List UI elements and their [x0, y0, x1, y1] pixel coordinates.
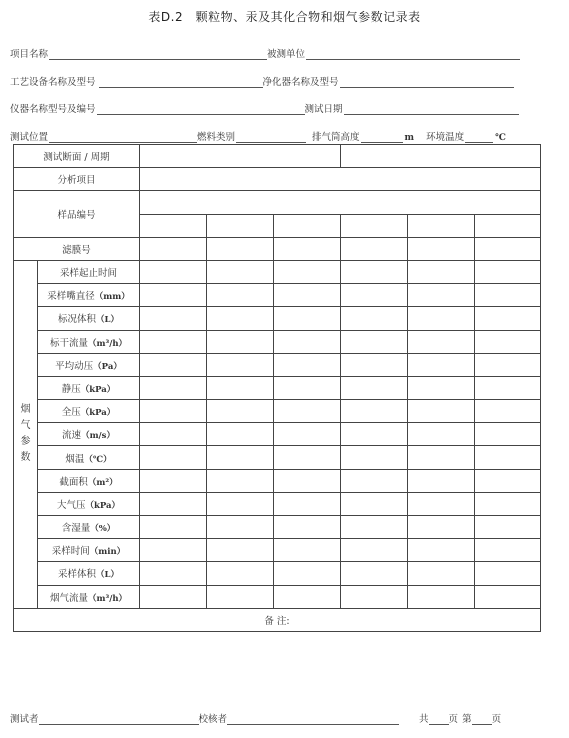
- param-value-cell[interactable]: [475, 284, 541, 307]
- param-value-cell[interactable]: [140, 376, 207, 399]
- project-name-input[interactable]: [49, 48, 267, 60]
- param-name: 流速: [62, 430, 82, 442]
- param-value-cell[interactable]: [408, 400, 475, 423]
- param-value-cell[interactable]: [475, 400, 541, 423]
- param-unit: （L）: [96, 570, 119, 581]
- param-value-cell[interactable]: [475, 446, 541, 469]
- param-name: 标况体积: [58, 314, 97, 326]
- param-value-cell[interactable]: [341, 585, 408, 608]
- form-title: 表D.2 颗粒物、汞及其化合物和烟气参数记录表: [148, 10, 421, 24]
- param-value-cell[interactable]: [475, 260, 541, 283]
- param-value-cell[interactable]: [140, 423, 207, 446]
- stack-height-label: 排气筒高度: [312, 132, 360, 143]
- remarks-row: [14, 608, 541, 631]
- param-value-cell[interactable]: [408, 562, 475, 585]
- param-label: [38, 260, 140, 283]
- param-row: [14, 562, 541, 585]
- section-period-row: [14, 145, 541, 168]
- sample-cell[interactable]: [207, 214, 274, 237]
- param-value-cell[interactable]: [274, 516, 341, 539]
- filter-cell[interactable]: [341, 237, 408, 260]
- param-unit: （m³/h）: [88, 338, 128, 349]
- param-value-cell[interactable]: [140, 469, 207, 492]
- param-name: 全压: [61, 407, 81, 419]
- param-value-cell[interactable]: [341, 469, 408, 492]
- param-row: [14, 353, 541, 376]
- sample-cell[interactable]: [140, 214, 207, 237]
- param-value-cell[interactable]: [140, 307, 207, 330]
- param-row: [14, 423, 541, 446]
- param-value-cell[interactable]: [408, 376, 475, 399]
- param-value-cell[interactable]: [207, 423, 274, 446]
- param-value-cell[interactable]: [341, 492, 408, 515]
- test-location-input[interactable]: [49, 131, 197, 143]
- analysis-item-label: 分析项目: [14, 168, 140, 191]
- param-value-cell[interactable]: [408, 260, 475, 283]
- stack-height-unit: m: [404, 133, 415, 143]
- signature-line: [10, 711, 501, 725]
- param-value-cell[interactable]: [408, 492, 475, 515]
- param-name: 标干流量: [49, 337, 88, 349]
- param-value-cell[interactable]: [408, 585, 475, 608]
- param-value-cell[interactable]: [475, 307, 541, 330]
- param-value-cell[interactable]: [475, 539, 541, 562]
- param-label: [38, 330, 140, 353]
- sample-cell[interactable]: [274, 214, 341, 237]
- param-value-cell[interactable]: [475, 353, 541, 376]
- filter-cell[interactable]: [408, 237, 475, 260]
- param-unit: （%）: [90, 524, 116, 535]
- param-value-cell[interactable]: [274, 284, 341, 307]
- param-value-cell[interactable]: [140, 492, 207, 515]
- param-value-cell[interactable]: [207, 516, 274, 539]
- param-value-cell[interactable]: [341, 330, 408, 353]
- param-unit: （Pa）: [93, 361, 122, 372]
- param-value-cell[interactable]: [274, 446, 341, 469]
- param-row: [14, 400, 541, 423]
- param-row: [14, 446, 541, 469]
- stack-height-input[interactable]: [361, 131, 403, 143]
- param-name: 烟温: [65, 453, 85, 465]
- param-value-cell[interactable]: [274, 260, 341, 283]
- param-value-cell[interactable]: [207, 539, 274, 562]
- param-value-cell[interactable]: [274, 492, 341, 515]
- sample-cell[interactable]: [408, 214, 475, 237]
- param-value-cell[interactable]: [408, 446, 475, 469]
- param-value-cell[interactable]: [274, 400, 341, 423]
- param-value-cell[interactable]: [207, 469, 274, 492]
- param-value-cell[interactable]: [408, 516, 475, 539]
- param-value-cell[interactable]: [207, 446, 274, 469]
- param-value-cell[interactable]: [341, 423, 408, 446]
- param-value-cell[interactable]: [341, 516, 408, 539]
- param-value-cell[interactable]: [341, 376, 408, 399]
- param-label: [38, 539, 140, 562]
- purifier-input[interactable]: [340, 76, 514, 88]
- param-label: [38, 516, 140, 539]
- equipment-field: [10, 74, 514, 88]
- param-value-cell[interactable]: [408, 330, 475, 353]
- purifier-label: 净化器名称及型号: [262, 77, 339, 88]
- record-table: [13, 144, 541, 632]
- tested-unit-input[interactable]: [306, 48, 520, 60]
- sample-no-cell[interactable]: [140, 191, 541, 214]
- sample-no-label: 样品编号: [14, 191, 140, 237]
- param-value-cell[interactable]: [475, 330, 541, 353]
- param-row: [14, 492, 541, 515]
- param-unit: （m²）: [87, 477, 118, 488]
- param-row: [14, 284, 541, 307]
- param-value-cell[interactable]: [341, 539, 408, 562]
- param-value-cell[interactable]: [475, 376, 541, 399]
- param-value-cell[interactable]: [140, 539, 207, 562]
- test-date-input[interactable]: [344, 103, 519, 115]
- param-value-cell[interactable]: [140, 516, 207, 539]
- param-name: 采样起止时间: [59, 268, 117, 280]
- page-unit-label-2: 页: [491, 714, 502, 725]
- process-equipment-label: 工艺设备名称及型号: [10, 77, 96, 88]
- project-name-field: [10, 46, 520, 60]
- param-value-cell[interactable]: [207, 585, 274, 608]
- param-name: 采样体积: [58, 569, 97, 581]
- param-label: [38, 469, 140, 492]
- remarks-label: 备 注:: [264, 615, 290, 627]
- group-label-char: 数: [20, 452, 31, 464]
- sample-cell[interactable]: [341, 214, 408, 237]
- tested-unit-label: 被测单位: [267, 49, 306, 60]
- param-value-cell[interactable]: [140, 260, 207, 283]
- filter-cell[interactable]: [207, 237, 274, 260]
- param-value-cell[interactable]: [475, 423, 541, 446]
- param-value-cell[interactable]: [140, 330, 207, 353]
- param-value-cell[interactable]: [341, 562, 408, 585]
- param-name: 采样时间: [51, 546, 90, 558]
- test-location-label: 测试位置: [10, 132, 49, 143]
- param-value-cell[interactable]: [408, 353, 475, 376]
- param-name: 采样嘴直径: [47, 291, 95, 303]
- filter-no-row: [14, 237, 541, 260]
- instrument-input[interactable]: [97, 103, 305, 115]
- param-value-cell[interactable]: [475, 562, 541, 585]
- group-label-char: 气: [20, 420, 31, 432]
- filter-no-label: 滤膜号: [14, 237, 140, 260]
- total-pages-input[interactable]: [429, 713, 449, 725]
- ambient-temp-unit: ℃: [495, 133, 506, 143]
- param-row: [14, 260, 541, 283]
- tester-label: 测试者: [10, 714, 39, 725]
- fuel-type-label: 燃料类别: [197, 132, 236, 143]
- param-value-cell[interactable]: [140, 400, 207, 423]
- param-row: [14, 539, 541, 562]
- param-value-cell[interactable]: [207, 400, 274, 423]
- param-value-cell[interactable]: [274, 353, 341, 376]
- param-unit: （mm）: [94, 292, 130, 303]
- param-unit: （kPa）: [85, 500, 121, 511]
- param-value-cell[interactable]: [207, 284, 274, 307]
- param-row: [14, 516, 541, 539]
- param-row: [14, 376, 541, 399]
- param-unit: （℃）: [84, 454, 112, 465]
- param-unit: （kPa）: [80, 408, 116, 419]
- tester-input[interactable]: [39, 713, 199, 725]
- reviewer-input[interactable]: [227, 713, 399, 725]
- param-row: [14, 469, 541, 492]
- param-label: [38, 562, 140, 585]
- period-cell-1[interactable]: [140, 145, 341, 168]
- param-value-cell[interactable]: [274, 539, 341, 562]
- param-value-cell[interactable]: [207, 492, 274, 515]
- param-label: [38, 492, 140, 515]
- param-value-cell[interactable]: [274, 376, 341, 399]
- param-value-cell[interactable]: [341, 260, 408, 283]
- param-label: [38, 400, 140, 423]
- param-unit: （m³/h）: [88, 593, 128, 604]
- param-label: [38, 446, 140, 469]
- param-value-cell[interactable]: [475, 492, 541, 515]
- param-row: [14, 307, 541, 330]
- param-value-cell[interactable]: [408, 539, 475, 562]
- param-name: 平均动压: [55, 360, 94, 372]
- param-name: 大气压: [56, 499, 86, 511]
- param-unit: （L）: [96, 315, 119, 326]
- param-value-cell[interactable]: [207, 260, 274, 283]
- group-label-char: 烟: [20, 404, 31, 416]
- flue-gas-group-label: [14, 260, 38, 608]
- param-label: [38, 423, 140, 446]
- param-name: 含湿量: [61, 523, 91, 535]
- filter-cell[interactable]: [274, 237, 341, 260]
- param-row: [14, 585, 541, 608]
- param-value-cell[interactable]: [408, 284, 475, 307]
- param-value-cell[interactable]: [341, 284, 408, 307]
- param-value-cell[interactable]: [274, 562, 341, 585]
- param-value-cell[interactable]: [274, 307, 341, 330]
- param-value-cell[interactable]: [140, 562, 207, 585]
- param-value-cell[interactable]: [274, 585, 341, 608]
- param-label: [38, 307, 140, 330]
- param-value-cell[interactable]: [207, 562, 274, 585]
- param-value-cell[interactable]: [341, 400, 408, 423]
- param-unit: （m/s）: [81, 431, 115, 442]
- project-name-label: 项目名称: [10, 49, 49, 60]
- param-label: [38, 353, 140, 376]
- ambient-temp-label: 环境温度: [426, 132, 465, 143]
- param-unit: （kPa）: [80, 384, 116, 395]
- param-label: [38, 284, 140, 307]
- param-name: 静压: [61, 383, 81, 395]
- param-value-cell[interactable]: [341, 353, 408, 376]
- param-value-cell[interactable]: [274, 423, 341, 446]
- param-value-cell[interactable]: [140, 353, 207, 376]
- filter-cell[interactable]: [140, 237, 207, 260]
- param-value-cell[interactable]: [408, 307, 475, 330]
- analysis-item-cell[interactable]: [140, 168, 541, 191]
- test-date-label: 测试日期: [304, 104, 343, 115]
- sample-cell[interactable]: [475, 214, 541, 237]
- param-row: [14, 330, 541, 353]
- param-unit: （min）: [89, 547, 126, 558]
- param-value-cell[interactable]: [475, 516, 541, 539]
- param-value-cell[interactable]: [140, 585, 207, 608]
- param-value-cell[interactable]: [207, 307, 274, 330]
- param-value-cell[interactable]: [140, 284, 207, 307]
- fuel-type-input[interactable]: [236, 131, 306, 143]
- instrument-field: [10, 101, 519, 115]
- param-value-cell[interactable]: [207, 330, 274, 353]
- param-value-cell[interactable]: [475, 469, 541, 492]
- filter-cell[interactable]: [475, 237, 541, 260]
- param-value-cell[interactable]: [140, 446, 207, 469]
- page-no-input[interactable]: [472, 713, 492, 725]
- process-equipment-input[interactable]: [99, 76, 263, 88]
- location-field: [10, 129, 506, 143]
- sample-no-row-1: [14, 191, 541, 214]
- param-label: [38, 585, 140, 608]
- reviewer-label: 校核者: [198, 714, 228, 725]
- param-name: 烟气流量: [49, 592, 88, 604]
- analysis-item-row: [14, 168, 541, 191]
- ambient-temp-input[interactable]: [465, 131, 493, 143]
- page-unit-label: 页: [448, 714, 459, 725]
- instrument-label: 仪器名称型号及编号: [10, 104, 96, 115]
- total-label: 共: [419, 714, 429, 725]
- param-value-cell[interactable]: [274, 330, 341, 353]
- group-label-char: 参: [20, 436, 31, 448]
- param-value-cell[interactable]: [207, 353, 274, 376]
- param-value-cell[interactable]: [408, 423, 475, 446]
- page-no-label: 第: [462, 714, 472, 725]
- param-value-cell[interactable]: [341, 307, 408, 330]
- remarks-cell[interactable]: [14, 608, 541, 631]
- param-value-cell[interactable]: [341, 446, 408, 469]
- section-period-label: 测试断面 / 周期: [14, 145, 140, 168]
- param-label: [38, 376, 140, 399]
- param-name: 截面积: [59, 476, 88, 488]
- param-value-cell[interactable]: [475, 585, 541, 608]
- param-value-cell[interactable]: [408, 469, 475, 492]
- period-cell-2[interactable]: [341, 145, 541, 168]
- param-value-cell[interactable]: [207, 376, 274, 399]
- param-value-cell[interactable]: [274, 469, 341, 492]
